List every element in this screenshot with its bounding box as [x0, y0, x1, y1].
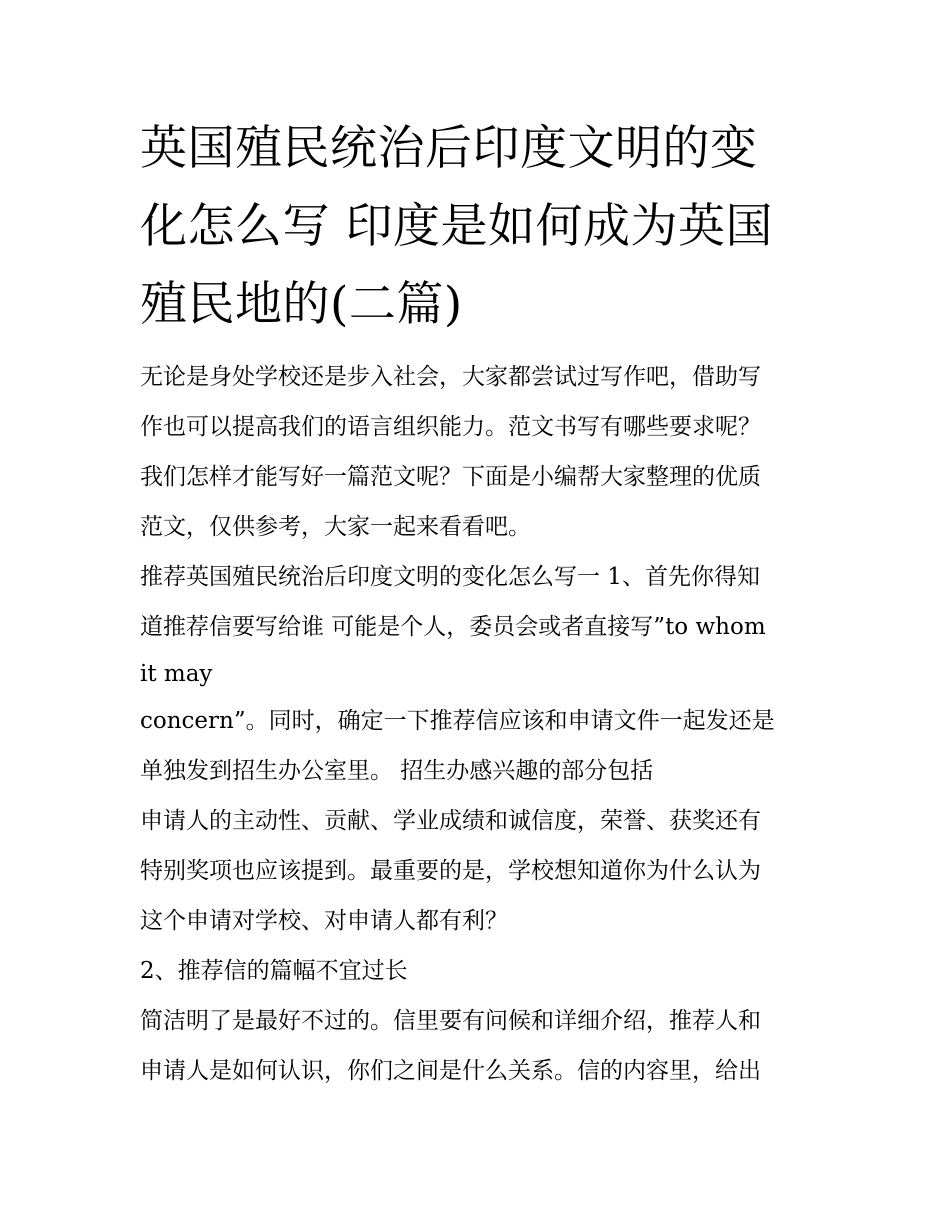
body-line: it may: [140, 661, 213, 687]
body-line: 作也可以提高我们的语言组织能力。范文书写有哪些要求呢？: [140, 414, 761, 440]
body-line: 范文，仅供参考，大家一起来看看吧。: [140, 514, 531, 540]
body-line: 2、推荐信的篇幅不宜过长: [140, 958, 408, 984]
document-body: [140, 352, 812, 1096]
document-content: [140, 110, 812, 1096]
body-line: 申请人是如何认识，你们之间是什么关系。信的内容里，给出: [140, 1058, 761, 1084]
body-line: 道推荐信要写给谁 可能是个人，委员会或者直接写”to whom: [140, 614, 766, 640]
body-line: 无论是身处学校还是步入社会，大家都尝试过写作吧，借助写: [140, 364, 761, 390]
title-line: 英国殖民统治后印度文明的变: [140, 121, 758, 176]
document-title: [140, 110, 812, 344]
body-line: 特别奖项也应该提到。最重要的是，学校想知道你为什么认为: [140, 858, 761, 884]
body-line: 申请人的主动性、贡献、学业成绩和诚信度，荣誉、获奖还有: [140, 808, 761, 834]
body-line: 推荐英国殖民统治后印度文明的变化怎么写一 1、首先你得知: [140, 564, 760, 590]
body-line: concern”。同时，确定一下推荐信应该和申请文件一起发还是: [140, 708, 775, 734]
body-line: 单独发到招生办公室里。 招生办感兴趣的部分包括: [140, 758, 654, 784]
body-line: 简洁明了是最好不过的。信里要有问候和详细介绍，推荐人和: [140, 1008, 761, 1034]
title-line: 殖民地的(二篇): [140, 277, 463, 332]
body-line: 我们怎样才能写好一篇范文呢？下面是小编帮大家整理的优质: [140, 464, 761, 490]
body-line: 这个申请对学校、对申请人都有利？: [140, 908, 508, 934]
title-line: 化怎么写 印度是如何成为英国: [140, 199, 773, 254]
